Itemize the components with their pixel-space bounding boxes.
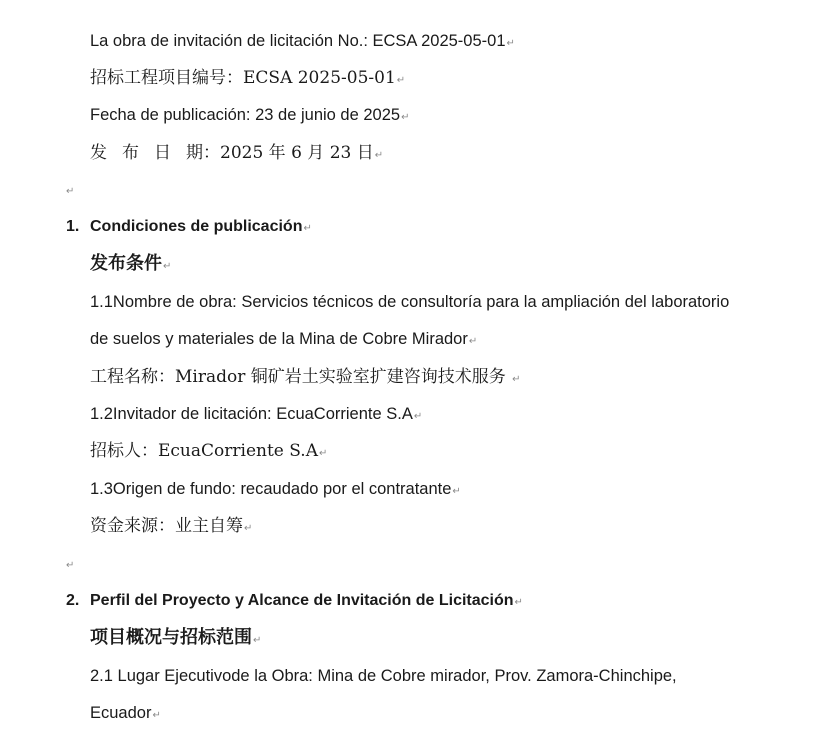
paragraph-mark-icon: ↵	[512, 374, 521, 385]
publish-date-cn-value: ：2025 年 6 月 23 日	[203, 143, 374, 163]
section-heading-es	[90, 213, 312, 241]
section-number: 1.	[66, 218, 80, 235]
publish-date-es	[90, 101, 409, 129]
section-number: 2.	[66, 592, 80, 609]
item-2-1-line-1	[90, 662, 677, 690]
item-1-3-cn	[90, 512, 252, 540]
publish-date-es-text: Fecha de publicación: 23 de junio de 2025	[90, 106, 401, 124]
item-1-1-cn	[90, 363, 521, 391]
paragraph-mark-icon: ↵	[452, 486, 461, 497]
item-1-2-text: 1.2Invitador de licitación: EcuaCorriente S.A	[90, 405, 413, 423]
item-1-1-cn-text: 工程名称：Mirador 铜矿岩土实验室扩建咨询技术服务	[90, 367, 512, 387]
empty-paragraph	[66, 556, 74, 576]
section-heading-cn-text: 发布条件	[90, 253, 162, 274]
section-heading-es	[90, 587, 523, 615]
item-1-2	[90, 400, 422, 428]
paragraph-mark-icon: ↵	[413, 411, 423, 422]
item-1-3-text: 1.3Origen de fundo: recaudado por el contratante	[90, 480, 452, 498]
item-1-3	[90, 475, 461, 503]
paragraph-mark-icon: ↵	[318, 448, 328, 459]
empty-paragraph	[66, 182, 74, 202]
item-2-1-line-2	[90, 699, 161, 727]
paragraph-mark-icon: ↵	[66, 560, 75, 571]
section-heading-es-text: Perfil del Proyecto y Alcance de Invitación de Licitación	[90, 592, 514, 609]
bid-number-es	[90, 27, 515, 55]
paragraph-mark-icon: ↵	[66, 186, 75, 197]
section-heading-cn	[90, 624, 261, 652]
paragraph-mark-icon: ↵	[401, 112, 410, 123]
item-1-1-text-2: de suelos y materiales de la Mina de Cobre Mirador	[90, 330, 468, 348]
paragraph-mark-icon: ↵	[303, 223, 312, 234]
section-heading-cn-text: 项目概况与招标范围	[90, 627, 252, 648]
paragraph-mark-icon: ↵	[374, 150, 384, 161]
section-heading-cn	[90, 250, 171, 278]
item-1-2-cn	[90, 437, 327, 465]
section-heading-es-text: Condiciones de publicación	[90, 218, 303, 235]
paragraph-mark-icon: ↵	[244, 523, 253, 534]
publish-date-cn	[90, 139, 383, 167]
publish-date-cn-label: 发布日期	[90, 143, 218, 163]
item-1-1-text-1: 1.1Nombre de obra: Servicios técnicos de consultoría para la ampliación del laboratorio	[90, 293, 730, 311]
item-1-3-cn-text: 资金来源：业主自筹	[90, 516, 243, 536]
item-1-2-cn-text: 招标人：EcuaCorriente S.A	[90, 441, 318, 461]
paragraph-mark-icon: ↵	[253, 635, 262, 646]
paragraph-mark-icon: ↵	[468, 336, 478, 347]
bid-number-es-text: La obra de invitación de licitación No.: ECSA 2025-05-01	[90, 32, 506, 50]
item-2-1-text-1: 2.1 Lugar Ejecutivode la Obra: Mina de Cobre mirador, Prov. Zamora-Chinchipe,	[90, 667, 677, 685]
paragraph-mark-icon: ↵	[163, 261, 172, 272]
paragraph-mark-icon: ↵	[396, 75, 406, 86]
item-2-1-text-2: Ecuador	[90, 704, 152, 722]
bid-number-cn	[90, 64, 405, 92]
paragraph-mark-icon: ↵	[152, 710, 161, 721]
paragraph-mark-icon: ↵	[514, 597, 523, 608]
paragraph-mark-icon: ↵	[506, 38, 515, 49]
item-1-1-line-2	[90, 325, 477, 353]
item-1-1-line-1	[90, 288, 729, 316]
bid-number-cn-text: 招标工程项目编号：ECSA 2025-05-01	[90, 68, 396, 88]
